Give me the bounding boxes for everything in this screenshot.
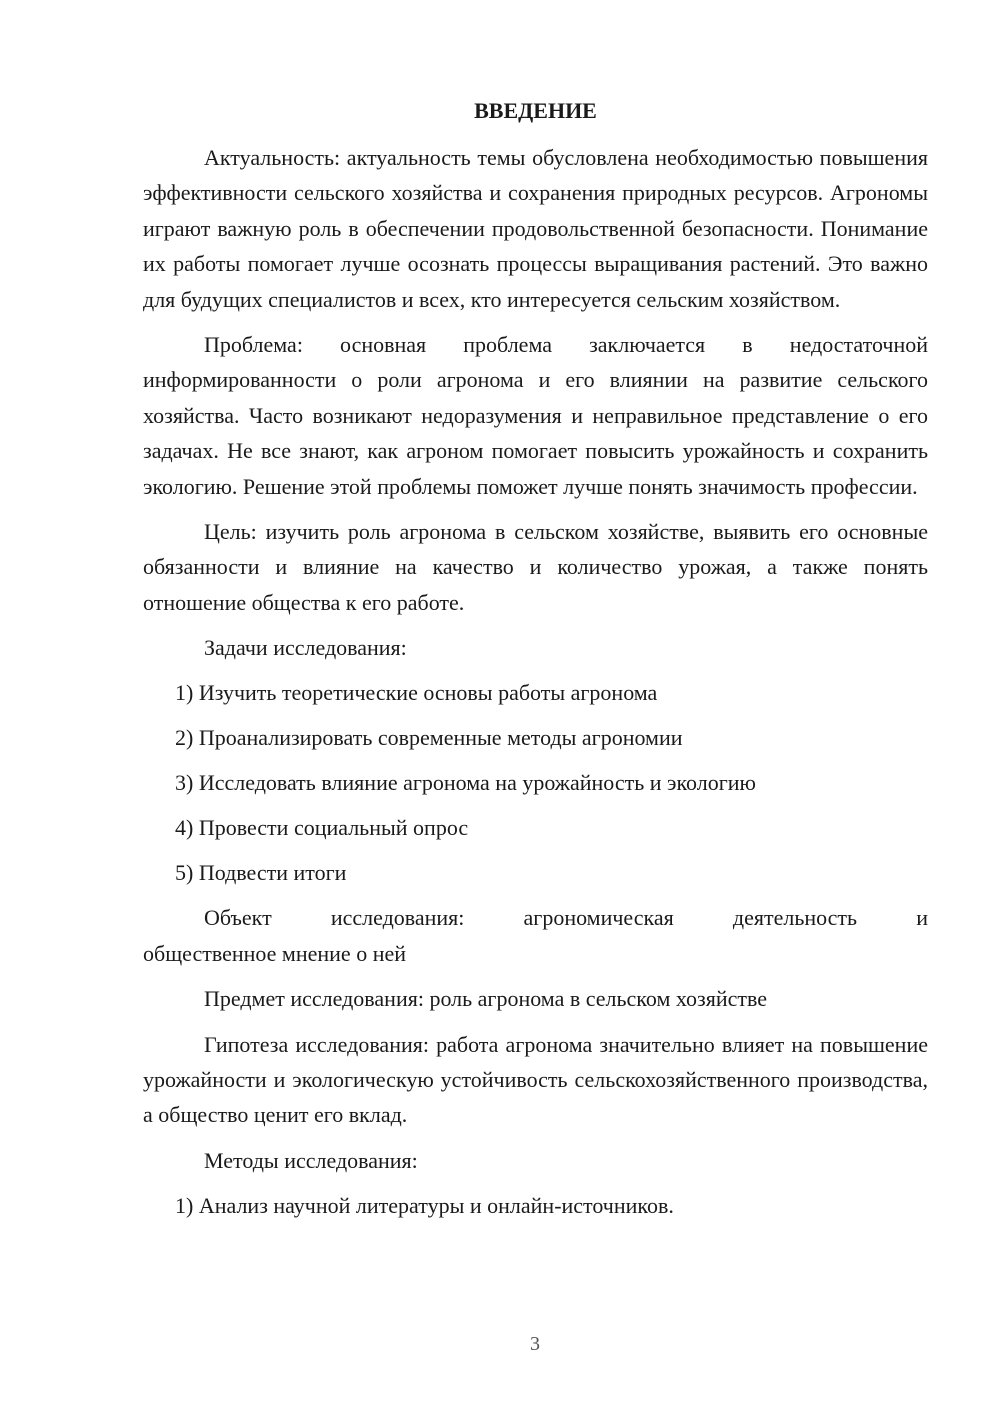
object-paragraph — [143, 900, 928, 971]
task-item-1: 1) Изучить теоретические основы работы агронома — [175, 680, 658, 706]
tasks-heading: Задачи исследования: — [204, 635, 407, 661]
task-item-5: 5) Подвести итоги — [175, 860, 347, 886]
page-number: 3 — [530, 1333, 540, 1355]
page-content — [143, 95, 928, 1233]
task-item-4: 4) Провести социальный опрос — [175, 815, 469, 841]
hypothesis-paragraph: Гипотеза исследования: работа агронома значительно влияет на повышение урожайности и экологическую устойчивость сельскохозяйственного производства, а общество ценит его вклад. — [143, 1031, 928, 1128]
page-title: ВВЕДЕНИЕ — [474, 98, 597, 123]
method-item-1: 1) Анализ научной литературы и онлайн-источников. — [175, 1192, 674, 1218]
goal-paragraph: Цель: изучить роль агронома в сельском хозяйстве, выявить его основные обязанности и влияние на качество и количество урожая, а также понять отношение общества к его работе. — [143, 519, 928, 615]
task-item-2: 2) Проанализировать современные методы агрономии — [175, 725, 683, 751]
subject-paragraph: Предмет исследования: роль агронома в сельском хозяйстве — [204, 986, 768, 1012]
object-line-1: Объект исследования: агрономическая деятельность и — [204, 905, 928, 931]
methods-heading: Методы исследования: — [204, 1147, 418, 1173]
problem-paragraph: Проблема: основная проблема заключается в недостаточной информированности о роли агронома и его влиянии на развитие сельского хозяйства. Часто возникают недоразумения и неправильное представление о его задачах. Не все знают, как агроном помогает повысить урожайность и сохранить экологию. Решение этой проблемы поможет лучше понять значимость профессии. — [143, 332, 928, 499]
relevance-paragraph: Актуальность: актуальность темы обусловлена необходимостью повышения эффективности сельского хозяйства и сохранения природных ресурсов. Агрономы играют важную роль в обеспечении продовольственной безопасности. Понимание их работы помогает лучше осознать процессы выращивания растений. Это важно для будущих специалистов и всех, кто интересуется сельским хозяйством. — [143, 145, 928, 312]
task-item-3: 3) Исследовать влияние агронома на урожайность и экологию — [175, 770, 756, 796]
object-line-2: общественное мнение о ней — [143, 940, 407, 966]
